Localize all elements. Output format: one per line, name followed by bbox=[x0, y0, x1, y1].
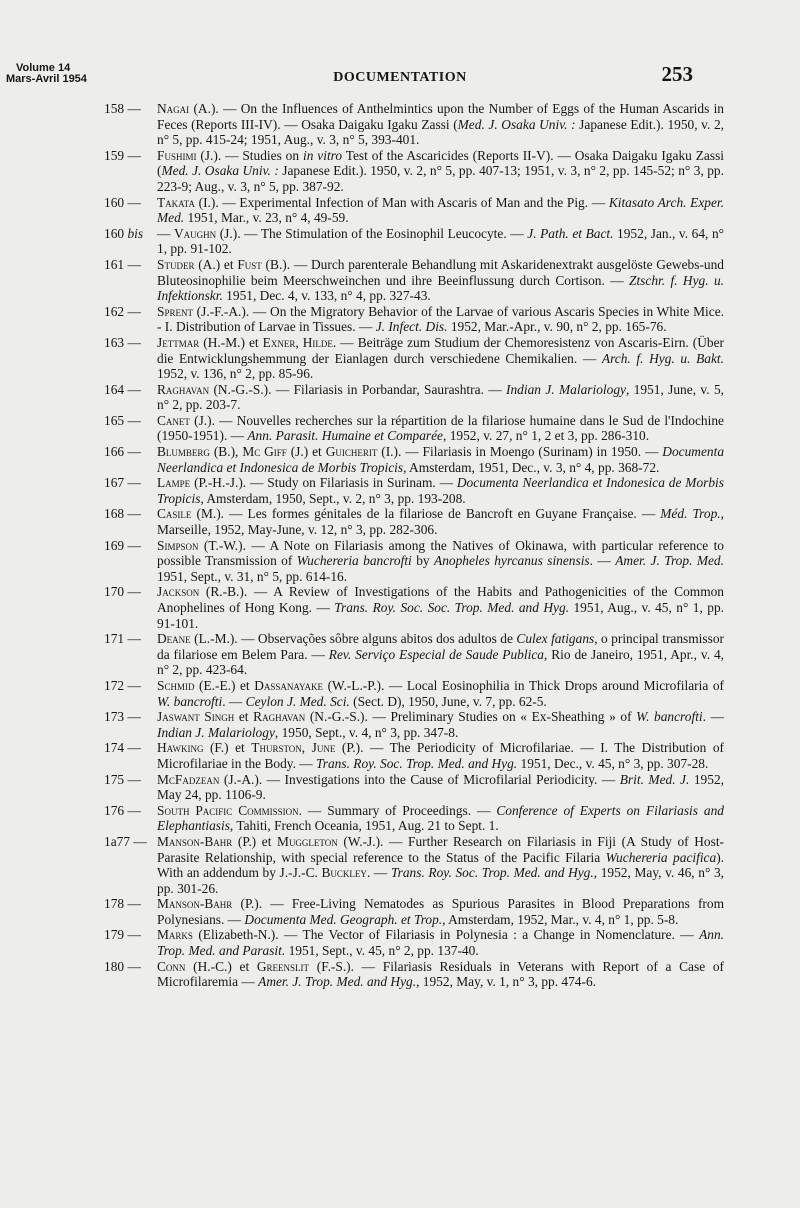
entry-text-segment: (I.). — Filariasis in Moengo (Surinam) in 1950. — bbox=[377, 444, 663, 460]
entry-text-segment: , o principal transmissor da filariose em Belem Para. — bbox=[157, 631, 724, 662]
bibliography-entry bbox=[104, 257, 724, 304]
author-name: Exner, Hilde bbox=[262, 334, 333, 350]
entry-text bbox=[157, 584, 724, 631]
italic-text: Wuchereria bancrofti bbox=[296, 553, 412, 569]
issue-label: Mars-Avril 1954 bbox=[6, 73, 87, 85]
bibliography-entry bbox=[104, 148, 724, 195]
bibliography-entry bbox=[104, 927, 724, 958]
author-name: Deane bbox=[157, 631, 191, 647]
entry-text-segment: (J.) et bbox=[286, 444, 326, 460]
entry-text-segment: 1951, Mar., v. 23, n° 4, 49-59. bbox=[184, 210, 349, 226]
page-number: 253 bbox=[661, 62, 693, 86]
italic-text: Brit. Med. J. bbox=[619, 771, 690, 787]
entry-text-segment: , Amsterdam, 1950, Sept., v. 2, n° 3, pp. 193-208. bbox=[200, 490, 466, 506]
page-title: DOCUMENTATION bbox=[333, 70, 467, 85]
bibliography-entry bbox=[104, 772, 724, 803]
bibliography-entry bbox=[104, 709, 724, 740]
author-name: Jackson bbox=[157, 584, 200, 600]
entry-text-segment: et bbox=[234, 709, 254, 725]
entry-text-segment: 1952, May 24, pp. 1106-9. bbox=[157, 771, 724, 803]
entry-number: 178 — bbox=[104, 896, 141, 912]
bibliography-entry bbox=[104, 803, 724, 834]
entry-number: 174 — bbox=[104, 740, 141, 756]
italic-text: W. bancrofti bbox=[636, 709, 703, 725]
italic-text: Ann. Parasit. Humaine et Comparée bbox=[247, 428, 444, 444]
bibliography-entry bbox=[104, 678, 724, 709]
entry-text-segment: (M.). — Les formes génitales de la filariose de Bancroft en Guyane Française. — bbox=[191, 506, 661, 522]
bibliography-entry bbox=[104, 101, 724, 148]
italic-text: W. bancrofti bbox=[157, 693, 223, 709]
entry-text-segment: (W.-L.-P.). — Local Eosinophilia in Thick Drops around Microfilaria of bbox=[323, 677, 724, 693]
italic-text: Ztschr. f. Hyg. u. Infektionskr. bbox=[157, 272, 724, 304]
bibliography-entry bbox=[104, 475, 724, 506]
author-name: Manson-Bahr bbox=[157, 833, 233, 849]
author-name: Thurston, June bbox=[251, 740, 336, 756]
entry-number: 165 — bbox=[104, 412, 141, 428]
entry-number: 166 — bbox=[104, 444, 141, 460]
author-name: Jaswant Singh bbox=[157, 709, 235, 725]
author-name: Canet bbox=[157, 412, 190, 428]
italic-text: Documenta Neerlandica et Indonesica de Morbis Tropicis bbox=[157, 444, 725, 475]
author-name: Lampe bbox=[157, 475, 191, 491]
entry-text bbox=[157, 834, 724, 896]
entry-text bbox=[157, 959, 724, 990]
entry-text-segment: 1952, v. 136, n° 2, pp. 85-96. bbox=[157, 366, 314, 382]
italic-text: Culex fatigans bbox=[516, 631, 595, 647]
entry-text-segment: (Elizabeth-N.). — The Vector of Filariasis in Polynesia : a Change in Nomenclature. — bbox=[192, 927, 700, 943]
entry-text-segment: (N.-G.-S.). — Preliminary Studies on « Ex-Sheathing » of bbox=[305, 709, 637, 725]
entry-text-segment: , Tahiti, French Oceania, 1951, Aug. 21 to Sept. 1. bbox=[229, 818, 499, 834]
entry-number: 162 — bbox=[104, 303, 141, 319]
author-name: Hawking bbox=[157, 740, 204, 756]
italic-text: Documenta Med. Geograph. et Trop. bbox=[244, 911, 443, 927]
entry-text-segment: (A.) et bbox=[194, 256, 238, 272]
entry-text-segment: (T.-W.). — A Note on Filariasis among the Natives of Okinawa, with particular reference to possible Transmission of bbox=[157, 537, 724, 569]
entry-text bbox=[157, 896, 724, 927]
entry-number: 161 — bbox=[104, 256, 141, 272]
entry-number: 171 — bbox=[104, 631, 141, 647]
entry-text-segment: , 1951, June, v. 5, n° 2, pp. 203-7. bbox=[157, 381, 724, 413]
entry-text bbox=[157, 709, 724, 740]
author-name: Conn bbox=[157, 958, 186, 974]
author-name: Marks bbox=[157, 927, 193, 943]
author-name: Casile bbox=[157, 506, 192, 522]
entry-number: 168 — bbox=[104, 506, 141, 522]
bibliography-entry bbox=[104, 538, 724, 585]
author-name: Nagai bbox=[157, 101, 190, 116]
entry-text bbox=[157, 475, 724, 506]
bibliography-entry bbox=[104, 226, 724, 257]
entry-number: 160 — bbox=[104, 194, 141, 210]
entry-text-segment: (H.-C.) et bbox=[185, 958, 257, 974]
entry-text-segment: (H.-M.) et bbox=[199, 334, 263, 350]
entry-text-segment: Japanese Edit.). 1950, v. 2, n° 5, pp. 415-24; 1951, Aug., v. 3, n° 5, 393-401. bbox=[157, 116, 725, 148]
author-name: Simpson bbox=[157, 537, 199, 553]
entry-text-segment: (J.). — Studies on bbox=[196, 147, 303, 163]
entry-text-segment: by bbox=[411, 553, 435, 569]
entry-text-segment: (I.). — Experimental Infection of Man with Ascaris of Man and the Pig. — bbox=[194, 194, 609, 210]
author-name: Raghavan bbox=[253, 709, 306, 725]
entry-text-segment: 1952, Jan., v. 64, n° 1, pp. 91-102. bbox=[157, 225, 724, 257]
author-name: Manson-Bahr bbox=[157, 896, 233, 912]
italic-text: J. Path. et Bact. bbox=[527, 225, 614, 241]
author-name: Blumberg bbox=[157, 444, 210, 460]
bibliography-entry bbox=[104, 740, 724, 771]
entry-text-segment: Japanese Edit.). 1950, v. 2, n° 5, pp. 407-13; 1951, v. 3, n° 2, pp. 145-52; n° 3, pp. 223-9; Aug., v. 3, n° 5, pp. 387-92. bbox=[157, 163, 724, 194]
entry-text-segment: (F.) et bbox=[203, 740, 252, 756]
entry-text-segment: , 1952, May, v. 1, n° 3, pp. 474-6. bbox=[416, 974, 597, 990]
entry-number: 180 — bbox=[104, 958, 141, 974]
italic-text: Conference of Experts on Filariasis and Elephantiasis bbox=[157, 802, 724, 834]
entry-text-segment: (J.-A.). — Investigations into the Cause of Microfilarial Periodicity. — bbox=[219, 771, 620, 787]
entry-text bbox=[157, 226, 724, 257]
italic-text: Documenta Neerlandica et Indonesica de Morbis Tropicis bbox=[157, 475, 724, 506]
author-name: Studer bbox=[157, 256, 195, 272]
entry-text bbox=[157, 803, 724, 834]
bibliography-entry bbox=[104, 335, 724, 382]
author-name: Takata bbox=[157, 194, 195, 210]
author-name: Greenslit bbox=[256, 958, 310, 974]
entry-text-segment: (Sect. D), 1950, June, v. 7, pp. 62-5. bbox=[349, 693, 547, 709]
italic-text: Med. J. Osaka Univ. : bbox=[161, 163, 279, 179]
entry-text-segment: 1951, Dec., v. 45, n° 3, pp. 307-28. bbox=[517, 755, 709, 771]
entry-text bbox=[157, 382, 724, 413]
entry-text bbox=[157, 506, 724, 537]
entry-text-segment: (P.). — Free-Living Nematodes as Spurious Parasites in Blood Preparations from Polynesians. — bbox=[157, 896, 724, 927]
entry-number: 172 — bbox=[104, 677, 141, 693]
bibliography-entry bbox=[104, 382, 724, 413]
entry-text-segment: (A.). — On the Influences of Anthelmintics upon the Number of Eggs of the Human Ascarids in Feces (Reports III-IV). — Osaka Daigaku Igaku Zassi ( bbox=[157, 101, 724, 132]
author-name: Sprent bbox=[157, 303, 193, 319]
author-name: McFadzean bbox=[157, 771, 220, 787]
entry-text-segment: (P.) et bbox=[232, 833, 278, 849]
italic-text: in vitro bbox=[302, 147, 343, 163]
entry-number: 175 — bbox=[104, 771, 141, 787]
italic-text: Indian J. Malariology bbox=[506, 381, 626, 397]
italic-text: Arch. f. Hyg. u. Bakt. bbox=[601, 350, 724, 366]
entry-text-segment: (P.). — The Periodicity of Microfilariae. — I. The Distribution of Microfilariae in the Body. — bbox=[157, 740, 724, 771]
entry-text bbox=[157, 444, 724, 475]
author-name: Schmid bbox=[157, 677, 195, 693]
bibliography-entry bbox=[104, 896, 724, 927]
entry-number: 170 — bbox=[104, 584, 141, 600]
bibliography-entry bbox=[104, 584, 724, 631]
entry-text bbox=[157, 927, 724, 958]
entry-text bbox=[157, 148, 724, 195]
entry-number: 163 — bbox=[104, 334, 141, 350]
entry-number: 160 bis bbox=[104, 225, 144, 241]
entry-number: 1a77 — bbox=[104, 833, 147, 849]
entry-text bbox=[157, 413, 724, 444]
entry-number: 164 — bbox=[104, 381, 141, 397]
entry-text-segment: (J.). — The Stimulation of the Eosinophil Leucocyte. — bbox=[216, 225, 528, 241]
author-name: Buckley bbox=[321, 865, 367, 881]
entry-text-segment: (E.-E.) et bbox=[194, 677, 255, 693]
author-name: Guicherit bbox=[325, 444, 378, 460]
entry-text-segment: (N.-G.-S.). — Filariasis in Porbandar, Saurashtra. — bbox=[209, 381, 507, 397]
entry-text-segment: . — Summary of Proceedings. — bbox=[298, 802, 497, 818]
entry-text bbox=[157, 101, 724, 148]
italic-text: Méd. Trop. bbox=[660, 506, 721, 522]
author-name: Raghavan bbox=[157, 381, 210, 397]
entry-text-segment: (J.-F.-A.). — On the Migratory Behavior of the Larvae of various Ascaris Species in White Mice. - I. Distribution of Larvae in Tissues. — bbox=[157, 303, 724, 335]
entry-text-segment: (B.), bbox=[209, 444, 243, 460]
entry-text-segment: 1951, Sept., v. 31, n° 5, pp. 614-16. bbox=[157, 568, 348, 584]
entry-text bbox=[157, 678, 724, 709]
entry-number: 176 — bbox=[104, 802, 141, 818]
entry-text-segment: , Rio de Janeiro, 1951, Apr., v. 4, n° 2, pp. 423-64. bbox=[157, 646, 725, 678]
author-name: Mc Giff bbox=[242, 444, 287, 460]
entry-text-segment: . — bbox=[702, 709, 724, 725]
entry-text-segment: 1951, Aug., v. 45, n° 1, pp. 91-101. bbox=[157, 600, 724, 631]
author-name: Muggleton bbox=[277, 833, 338, 849]
italic-text: Amer. J. Trop. Med. bbox=[615, 553, 724, 569]
entry-text-segment: (W.-J.). — Further Research on Filariasis in Fiji (A Study of Host-Parasite Relationship, with special reference to the Status of the Pacific Filaria bbox=[157, 833, 724, 865]
entry-number: 167 — bbox=[104, 475, 141, 491]
author-name: Jettmar bbox=[157, 334, 200, 350]
italic-text: Indian J. Malariology bbox=[157, 724, 275, 740]
entry-number: 159 — bbox=[104, 147, 141, 163]
bibliography-entry bbox=[104, 195, 724, 226]
entry-text-segment: , 1952, May, v. 46, n° 3, pp. 301-26. bbox=[157, 865, 725, 896]
italic-text: Anopheles hyrcanus sinensis bbox=[434, 553, 590, 569]
bibliography-list bbox=[104, 101, 724, 990]
entry-text-segment: 1951, Sept., v. 45, n° 2, pp. 137-40. bbox=[285, 943, 479, 959]
bibliography-entry bbox=[104, 834, 724, 896]
italic-text: Rev. Serviço Especial de Saude Publica bbox=[328, 646, 544, 662]
entry-text-segment: 1951, Dec. 4, v. 133, n° 4, pp. 327-43. bbox=[222, 288, 431, 304]
entry-text-segment: Test of the Ascaricides (Reports II-V). — Osaka Daigaku Igaku Zassi ( bbox=[157, 147, 724, 179]
entry-text-segment: , 1952, v. 27, n° 1, 2 et 3, pp. 286-310. bbox=[443, 428, 650, 444]
entry-text bbox=[157, 335, 724, 382]
volume-label: Volume 14 bbox=[16, 62, 71, 74]
entry-text-segment: (R.-B.). — A Review of Investigations of the Habits and Pathogenicities of the Common Anophelines of Hong Kong. — bbox=[157, 584, 724, 615]
entry-text bbox=[157, 195, 724, 226]
author-name: South Pacific Commission bbox=[157, 802, 299, 818]
entry-number: 158 — bbox=[104, 101, 141, 116]
bibliography-entry bbox=[104, 631, 724, 678]
entry-text-segment: , Amsterdam, 1951, Dec., v. 3, n° 4, pp. 368-72. bbox=[403, 459, 660, 475]
author-name: Dassanayake bbox=[254, 677, 324, 693]
author-name: Vaughn bbox=[173, 225, 217, 241]
italic-text: Amer. J. Trop. Med. and Hyg. bbox=[258, 974, 417, 990]
entry-number: 173 — bbox=[104, 709, 141, 725]
italic-text: J. Infect. Dis. bbox=[375, 319, 448, 335]
bibliography-entry bbox=[104, 444, 724, 475]
entry-text bbox=[157, 772, 724, 803]
entry-text-segment: , Marseille, 1952, May-June, v. 12, n° 3, pp. 282-306. bbox=[157, 506, 724, 538]
entry-text-segment: (J.). — Nouvelles recherches sur la répartition de la filariose humaine dans le Sud de l'Indochine (1950-1951). — bbox=[157, 412, 724, 444]
entry-text bbox=[157, 631, 724, 678]
bibliography-entry bbox=[104, 413, 724, 444]
entry-text-segment: . — bbox=[589, 553, 616, 569]
entry-text-segment: , Amsterdam, 1952, Mar., v. 4, n° 1, pp. 5-8. bbox=[442, 911, 679, 927]
author-name: Fust bbox=[237, 256, 262, 272]
author-name: Fushimi bbox=[157, 147, 197, 163]
entry-number: 179 — bbox=[104, 927, 141, 943]
entry-text bbox=[157, 538, 724, 585]
italic-text: Ann. Trop. Med. and Parasit. bbox=[157, 927, 724, 959]
entry-text-segment: (B.). — Durch parenterale Behandlung mit Askaridenextrakt ausgelöste Gewebs-und Bluteosinophilie beim Meerschweinchen und ihre Beeinflussung durch Cortison. — bbox=[157, 256, 724, 288]
italic-text: Trans. Roy. Soc. Trop. Med. and Hyg. bbox=[390, 865, 594, 881]
entry-text bbox=[157, 304, 724, 335]
italic-text: Kitasato Arch. Exper. Med. bbox=[157, 194, 725, 226]
entry-text bbox=[157, 257, 724, 304]
italic-text: Med. J. Osaka Univ. : bbox=[457, 116, 576, 132]
entry-text-segment: — bbox=[157, 225, 174, 241]
entry-text-segment: 1952, Mar.-Apr., v. 90, n° 2, pp. 165-76. bbox=[447, 319, 667, 335]
bibliography-entry bbox=[104, 959, 724, 990]
bibliography-entry bbox=[104, 304, 724, 335]
entry-text-segment: , 1950, Sept., v. 4, n° 3, pp. 347-8. bbox=[274, 724, 459, 740]
italic-text: Wuchereria pacifica bbox=[605, 849, 717, 865]
entry-text-segment: . — Beiträge zum Studium der Chemoresistenz von Ascaris-Eirn. (Über die Entwicklungshemmung der Eianlagen durch verschiedene Chemikalien. — bbox=[157, 334, 724, 366]
italic-text: Trans. Roy. Soc. Trop. Med. and Hyg. bbox=[316, 755, 518, 771]
entry-text-segment: . — bbox=[366, 865, 391, 881]
italic-text: Ceylon J. Med. Sci. bbox=[245, 693, 350, 709]
entry-text-segment: (L.-M.). — Observações sôbre alguns abitos dos adultos de bbox=[190, 631, 517, 647]
entry-text bbox=[157, 740, 724, 771]
entry-text-segment: ). With an addendum by J.-J.-C. bbox=[157, 849, 725, 881]
italic-text: Trans. Roy. Soc. Soc. Trop. Med. and Hyg. bbox=[334, 600, 570, 615]
entry-text-segment: (F.-S.). — Filariasis Residuals in Veterans with Report of a Case of Microfilaremia — bbox=[157, 958, 725, 990]
entry-number: 169 — bbox=[104, 537, 141, 553]
entry-text-segment: (P.-H.-J.). — Study on Filariasis in Surinam. — bbox=[190, 475, 457, 491]
bibliography-entry bbox=[104, 506, 724, 537]
entry-text-segment: . — bbox=[222, 693, 246, 709]
